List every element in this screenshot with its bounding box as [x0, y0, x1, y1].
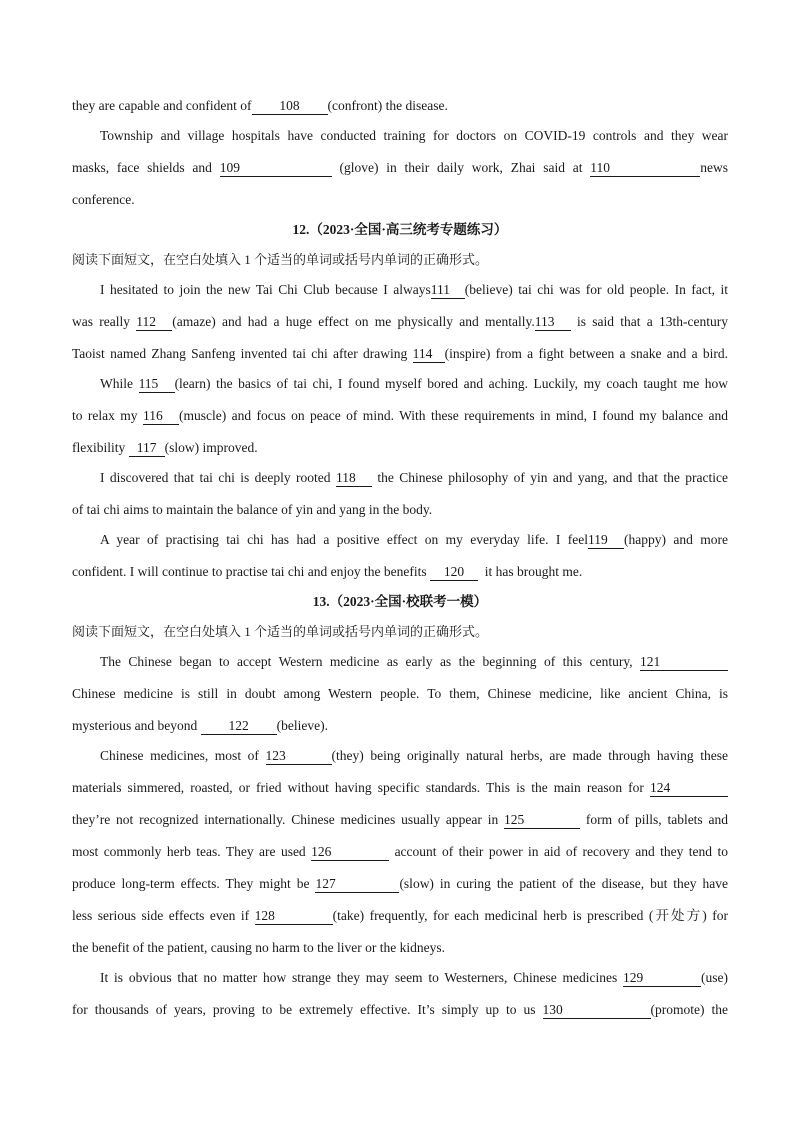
paragraph-line: Township and village hospitals have conducted training for doctors on COVID-19 controls and they wear: [100, 128, 728, 143]
paragraph-line: mysterious and beyond 122 (believe).: [72, 718, 328, 733]
paragraph-line: Chinese medicine is still in doubt among Western people. To them, Chinese medicine, like ancient China, is: [72, 686, 728, 701]
paragraph-line: the benefit of the patient, causing no harm to the liver or the kidneys.: [72, 940, 446, 955]
paragraph-line: A year of practising tai chi has had a positive effect on my everyday life. I feel119 (happy) and more: [100, 532, 728, 547]
paragraph-line: masks, face shields and 109 (glove) in their daily work, Zhai said at 110 news: [72, 160, 729, 175]
question-heading: 13.（2023·全国·校联考一模）: [312, 594, 488, 609]
answer-blank[interactable]: 121: [640, 654, 728, 671]
paragraph-line: to relax my 116 (muscle) and focus on peace of mind. With these requirements in mind, I found my balance and: [72, 408, 728, 423]
paragraph-line: less serious side effects even if 128 (take) frequently, for each medicinal herb is prescribed (开处方) for: [72, 908, 728, 923]
paragraph-line: I discovered that tai chi is deeply rooted 118 the Chinese philosophy of yin and yang, and that the practice: [100, 470, 729, 485]
paragraph-line: conference.: [72, 192, 135, 207]
answer-blank[interactable]: 113: [535, 314, 571, 331]
answer-blank[interactable]: 109: [220, 160, 332, 177]
answer-blank[interactable]: 129: [623, 970, 701, 987]
paragraph-line: for thousands of years, proving to be extremely effective. It’s simply up to us 130 (promote) the: [72, 1002, 728, 1017]
paragraph-line: produce long-term effects. They might be 127 (slow) in curing the patient of the disease, but they have: [72, 876, 728, 891]
paragraph-line: It is obvious that no matter how strange they may seem to Westerners, Chinese medicines 129 (use): [100, 970, 729, 985]
paragraph-line: materials simmered, roasted, or fried without having specific standards. This is the main reason for 124: [72, 778, 728, 798]
paragraph-line: Taoist named Zhang Sanfeng invented tai chi after drawing 114 (inspire) from a fight between a snake and a bird.: [72, 346, 729, 361]
answer-blank[interactable]: 114: [413, 346, 445, 363]
paragraph-line: was really 112 (amaze) and had a huge effect on me physically and mentally.113 is said that a 13th-century: [72, 314, 729, 329]
answer-blank[interactable]: 117: [129, 440, 165, 457]
answer-blank[interactable]: 124: [650, 780, 728, 797]
answer-blank[interactable]: 125: [504, 812, 580, 829]
answer-blank[interactable]: 123: [266, 748, 332, 765]
answer-blank[interactable]: 128: [255, 908, 333, 925]
paragraph-line: they’re not recognized internationally. Chinese medicines usually appear in 125 form of pills, tablets and: [72, 812, 729, 827]
answer-blank[interactable]: 122: [201, 718, 277, 735]
paragraph-line: While 115 (learn) the basics of tai chi, I found myself bored and aching. Luckily, my coach taught me how: [100, 376, 729, 391]
answer-blank[interactable]: 112: [136, 314, 172, 331]
paragraph-line: flexibility 117 (slow) improved.: [72, 440, 258, 455]
paragraph-line: of tai chi aims to maintain the balance of yin and yang in the body.: [72, 502, 433, 517]
answer-blank[interactable]: 130: [543, 1002, 651, 1019]
answer-blank[interactable]: 110: [590, 160, 700, 177]
answer-blank[interactable]: 126: [311, 844, 389, 861]
paragraph-line: confident. I will continue to practise tai chi and enjoy the benefits 120 it has brought me.: [72, 564, 583, 579]
paragraph-line: most commonly herb teas. They are used 126 account of their power in aid of recovery and they tend to: [72, 844, 728, 859]
answer-blank[interactable]: 116: [143, 408, 179, 425]
answer-blank[interactable]: 111: [431, 282, 465, 299]
answer-blank[interactable]: 120: [430, 564, 478, 581]
answer-blank[interactable]: 115: [139, 376, 175, 393]
paragraph-line: I hesitated to join the new Tai Chi Club because I always111 (believe) tai chi was for old people. In fact, it: [100, 282, 728, 297]
answer-blank[interactable]: 108: [252, 98, 328, 115]
paragraph-line: Chinese medicines, most of 123 (they) being originally natural herbs, are made through having these: [100, 748, 728, 763]
question-instruction: 阅读下面短文，在空白处填入 1 个适当的单词或括号内单词的正确形式。: [72, 624, 489, 639]
answer-blank[interactable]: 127: [315, 876, 399, 893]
answer-blank[interactable]: 118: [336, 470, 372, 487]
question-instruction: 阅读下面短文，在空白处填入 1 个适当的单词或括号内单词的正确形式。: [72, 252, 489, 267]
question-heading: 12.（2023·全国·高三统考专题练习）: [292, 222, 508, 237]
paragraph-line: The Chinese began to accept Western medicine as early as the beginning of this century, 121: [100, 652, 728, 672]
answer-blank[interactable]: 119: [588, 532, 624, 549]
paragraph-line: they are capable and confident of 108 (confront) the disease.: [72, 98, 448, 113]
